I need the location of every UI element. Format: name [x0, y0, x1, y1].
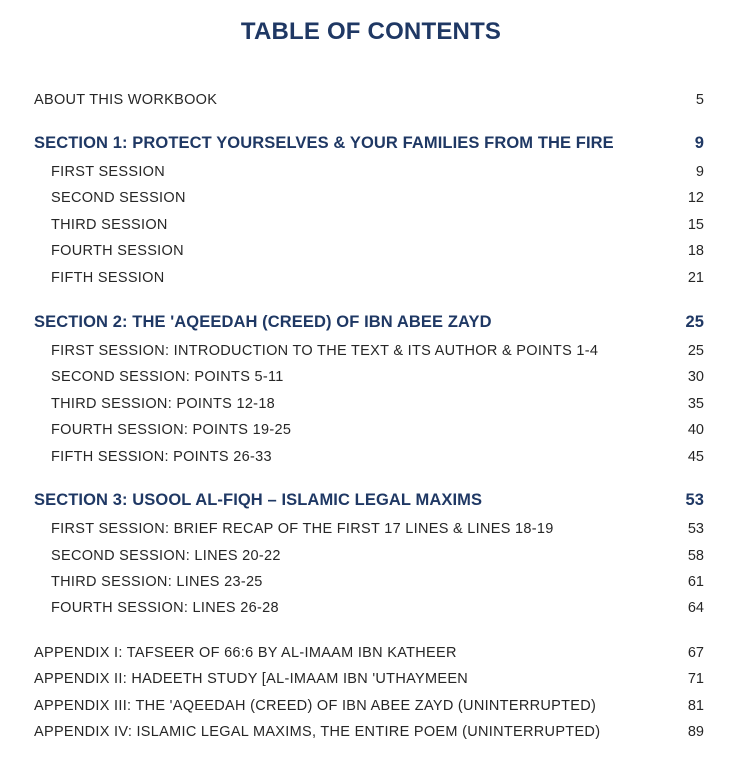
toc-entry-label: FOURTH SESSION: LINES 26-28 — [51, 600, 279, 616]
toc-entry[interactable] — [0, 394, 742, 418]
toc-page-number: 35 — [687, 396, 704, 412]
toc-entry[interactable] — [0, 598, 742, 622]
toc-page-number: 89 — [687, 724, 704, 740]
toc-section-1[interactable] — [0, 133, 742, 157]
toc-page-number: 58 — [687, 548, 704, 564]
toc-entry[interactable] — [0, 241, 742, 265]
toc-page-number: 67 — [687, 645, 704, 661]
toc-entry[interactable] — [0, 162, 742, 186]
toc-page-number: 25 — [687, 343, 704, 359]
toc-entry-label: FIRST SESSION: INTRODUCTION TO THE TEXT & ITS AUTHOR & POINTS 1-4 — [51, 343, 599, 359]
toc-entry-label: ABOUT THIS WORKBOOK — [34, 92, 218, 108]
toc-page-number: 64 — [687, 600, 704, 616]
toc-page-number: 40 — [687, 422, 704, 438]
toc-entry-label: APPENDIX IV: ISLAMIC LEGAL MAXIMS, THE ENTIRE POEM (UNINTERRUPTED) — [34, 724, 601, 740]
toc-page-number: 53 — [687, 521, 704, 537]
toc-entry-label: APPENDIX III: THE 'AQEEDAH (CREED) OF IBN ABEE ZAYD (UNINTERRUPTED) — [34, 698, 597, 714]
toc-entry[interactable] — [0, 572, 742, 596]
toc-entry-label: FIFTH SESSION: POINTS 26-33 — [51, 449, 272, 465]
toc-entry[interactable] — [0, 215, 742, 239]
toc-entry-label: SECOND SESSION: LINES 20-22 — [51, 548, 281, 564]
toc-entry-label: APPENDIX II: HADEETH STUDY [AL-IMAAM IBN 'UTHAYMEEN — [34, 671, 469, 687]
toc-section-label: SECTION 3: USOOL AL-FIQH – ISLAMIC LEGAL MAXIMS — [34, 491, 483, 509]
toc-page-number: 9 — [695, 164, 704, 180]
toc-entry[interactable] — [0, 519, 742, 543]
toc-page-number: 81 — [687, 698, 704, 714]
toc-page-number: 45 — [687, 449, 704, 465]
toc-entry[interactable] — [0, 268, 742, 292]
toc-entry[interactable] — [0, 447, 742, 471]
toc-entry-label: SECOND SESSION — [51, 190, 186, 206]
toc-entry[interactable] — [0, 546, 742, 570]
toc-entry-label: FOURTH SESSION: POINTS 19-25 — [51, 422, 292, 438]
toc-entry-label: FOURTH SESSION — [51, 243, 184, 259]
toc-entry[interactable] — [0, 420, 742, 444]
toc-page-number: 30 — [687, 369, 704, 385]
toc-entry-label: APPENDIX I: TAFSEER OF 66:6 BY AL-IMAAM IBN KATHEER — [34, 645, 457, 661]
toc-page-number: 25 — [685, 313, 704, 331]
toc-page-number: 61 — [687, 574, 704, 590]
page-title: TABLE OF CONTENTS — [240, 18, 502, 45]
toc-entry[interactable] — [0, 341, 742, 365]
toc-entry-label: SECOND SESSION: POINTS 5-11 — [51, 369, 284, 385]
toc-page-number: 5 — [695, 92, 704, 108]
toc-appendix-2[interactable] — [0, 669, 742, 693]
toc-page-number: 15 — [687, 217, 704, 233]
toc-entry-label: FIFTH SESSION — [51, 270, 165, 286]
toc-page-number: 71 — [687, 671, 704, 687]
toc-entry[interactable] — [0, 367, 742, 391]
toc-entry-label: THIRD SESSION: LINES 23-25 — [51, 574, 263, 590]
toc-appendix-1[interactable] — [0, 643, 742, 667]
toc-section-2[interactable] — [0, 312, 742, 336]
toc-page-number: 18 — [687, 243, 704, 259]
toc-appendix-3[interactable] — [0, 696, 742, 720]
toc-page-number: 9 — [694, 134, 704, 152]
toc-entry[interactable] — [0, 188, 742, 212]
toc-page-number: 12 — [687, 190, 704, 206]
toc-page-number: 53 — [685, 491, 704, 509]
toc-entry-label: FIRST SESSION — [51, 164, 166, 180]
toc-entry-label: THIRD SESSION: POINTS 12-18 — [51, 396, 276, 412]
toc-entry-label: FIRST SESSION: BRIEF RECAP OF THE FIRST 17 LINES & LINES 18-19 — [51, 521, 554, 537]
toc-entry-about[interactable] — [0, 90, 742, 114]
toc-section-label: SECTION 2: THE 'AQEEDAH (CREED) OF IBN ABEE ZAYD — [34, 313, 492, 331]
toc-entry-label: THIRD SESSION — [51, 217, 168, 233]
toc-section-3[interactable] — [0, 490, 742, 514]
toc-page-number: 21 — [687, 270, 704, 286]
toc-appendix-4[interactable] — [0, 722, 742, 746]
toc-section-label: SECTION 1: PROTECT YOURSELVES & YOUR FAMILIES FROM THE FIRE — [34, 134, 614, 152]
